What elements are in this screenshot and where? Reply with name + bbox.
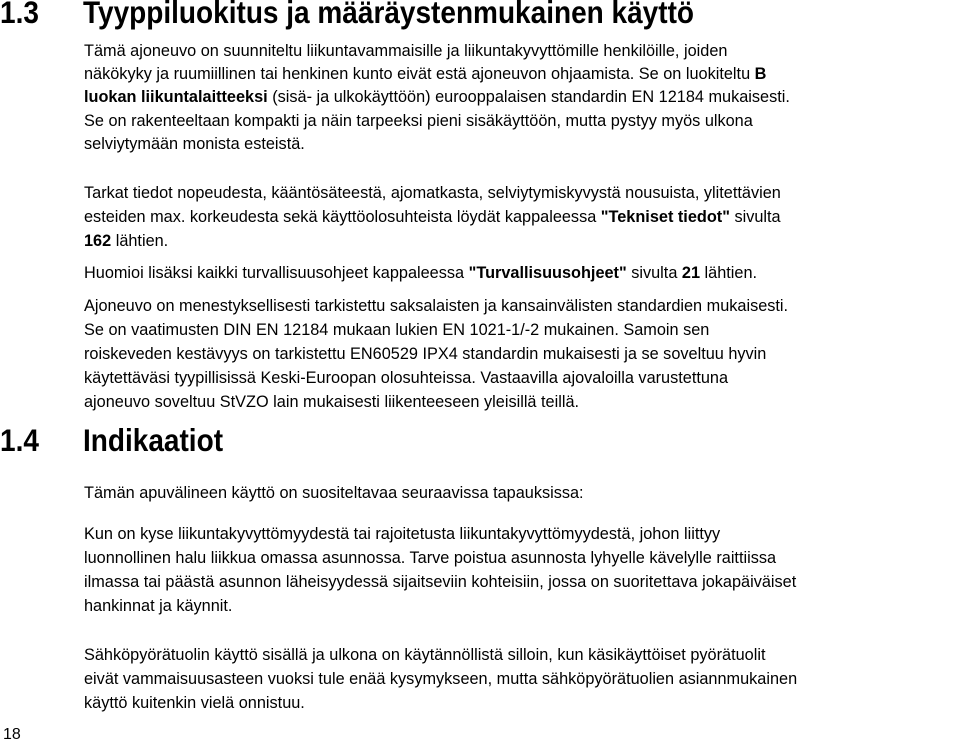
- text-line: Tarkat tiedot nopeudesta, kääntösäteestä, ajomatkasta, selviytymiskyvystä nousuista, ylitettävien: [84, 184, 781, 202]
- text-line: Tämä ajoneuvo on suunniteltu liikuntavammaisille ja liikuntakyvyttömille henkilöille, joiden: [84, 42, 728, 60]
- text-line: [84, 63, 954, 86]
- text-line: [84, 229, 954, 253]
- text-line: Se on rakenteeltaan kompakti ja näin tarpeeksi pieni sisäkäyttöön, mutta pystyy myös ulkona: [84, 111, 753, 130]
- paragraph-indication-power-wheelchair: [84, 643, 954, 715]
- bold-text: "Turvallisuusohjeet": [468, 264, 627, 282]
- text-line: hankinnat ja käynnit.: [84, 597, 233, 615]
- bold-text: luokan liikuntalaitteeksi: [84, 88, 268, 107]
- text-line: [84, 86, 954, 109]
- paragraph-indications-intro: [84, 481, 954, 505]
- page-number: 18: [3, 726, 21, 743]
- text-run: näkökyky ja ruumiillinen tai henkinen kunto eivät estä ajoneuvon ohjaamista. Se on luokiteltu: [84, 65, 755, 84]
- text-line: Se on vaatimusten DIN EN 12184 mukaan lukien EN 1021-1/-2 mukainen. Samoin sen: [84, 321, 710, 339]
- text-run: sivulta: [729, 208, 781, 226]
- bold-text: 162: [84, 232, 112, 250]
- text-run: esteiden max. korkeudesta sekä käyttöolosuhteista löydät kappaleessa: [84, 208, 601, 226]
- paragraph-safety-reference: [84, 261, 954, 285]
- paragraph-standards: [84, 294, 954, 414]
- text-run: sivulta: [626, 264, 682, 282]
- text-line: Sähköpyörätuolin käyttö sisällä ja ulkona on käytännöllistä silloin, kun käsikäyttöiset pyörätuolit: [84, 646, 766, 664]
- text-line: Ajoneuvo on menestyksellisesti tarkistettu saksalaisten ja kansainvälisten standardien mukaisesti.: [84, 297, 789, 315]
- bold-text: "Tekniset tiedot": [600, 208, 730, 226]
- text-line: ajoneuvo soveltuu StVZO lain mukaisesti liikenteeseen yleisillä teillä.: [84, 393, 580, 411]
- text-line: selviytymään monista esteistä.: [84, 134, 305, 153]
- text-run: Huomioi lisäksi kaikki turvallisuusohjeet kappaleessa: [84, 264, 469, 282]
- section-title: Indikaatiot: [83, 423, 224, 458]
- text-line: Kun on kyse liikuntakyvyttömyydestä tai rajoitetusta liikuntakyvyttömyydestä, johon liittyy: [84, 525, 721, 543]
- section-title: Tyyppiluokitus ja määräystenmukainen käyttö: [83, 0, 695, 30]
- text-line: roiskeveden kestävyys on tarkistettu EN60529 IPX4 standardin mukaisesti ja se soveltuu hyvin: [84, 345, 767, 363]
- text-line: käytettäväsi tyypillisissä Keski-Euroopan olosuhteissa. Vastaavilla ajovaloilla varustettuna: [84, 369, 729, 387]
- text-line: luonnollinen halu liikkua omassa asunnossa. Tarve poistua asunnosta lyhyelle kävelylle raittiissa: [84, 549, 777, 567]
- text-run: (sisä- ja ulkokäyttöön) eurooppalaisen standardin EN 12184 mukaisesti.: [267, 88, 790, 107]
- paragraph-intended-use: [84, 40, 954, 156]
- bold-text: 21: [681, 264, 701, 282]
- paragraph-technical-reference: [84, 181, 954, 253]
- section-heading-1-4: [0, 423, 223, 459]
- section-number: 1.3: [0, 0, 39, 30]
- section-heading-1-3: [0, 0, 694, 31]
- text-line: käyttö kuitenkin vielä onnistuu.: [84, 694, 305, 712]
- text-line: [84, 261, 954, 285]
- text-line: [84, 205, 954, 229]
- text-run: lähtien.: [700, 264, 758, 282]
- paragraph-indication-mobility: [84, 522, 954, 618]
- text-line: Tämän apuvälineen käyttö on suositeltavaa seuraavissa tapauksissa:: [84, 484, 584, 502]
- text-run: lähtien.: [111, 232, 169, 250]
- bold-text: B: [754, 65, 767, 84]
- section-number: 1.4: [0, 423, 39, 458]
- text-line: ilmassa tai päästä asunnon läheisyydessä sijaitseviin kohteisiin, jossa on suoritettava jokapäiväiset: [84, 573, 797, 591]
- text-line: eivät vammaisuusasteen vuoksi tule enää kysymykseen, mutta sähköpyörätuolien asiannmukainen: [84, 670, 798, 688]
